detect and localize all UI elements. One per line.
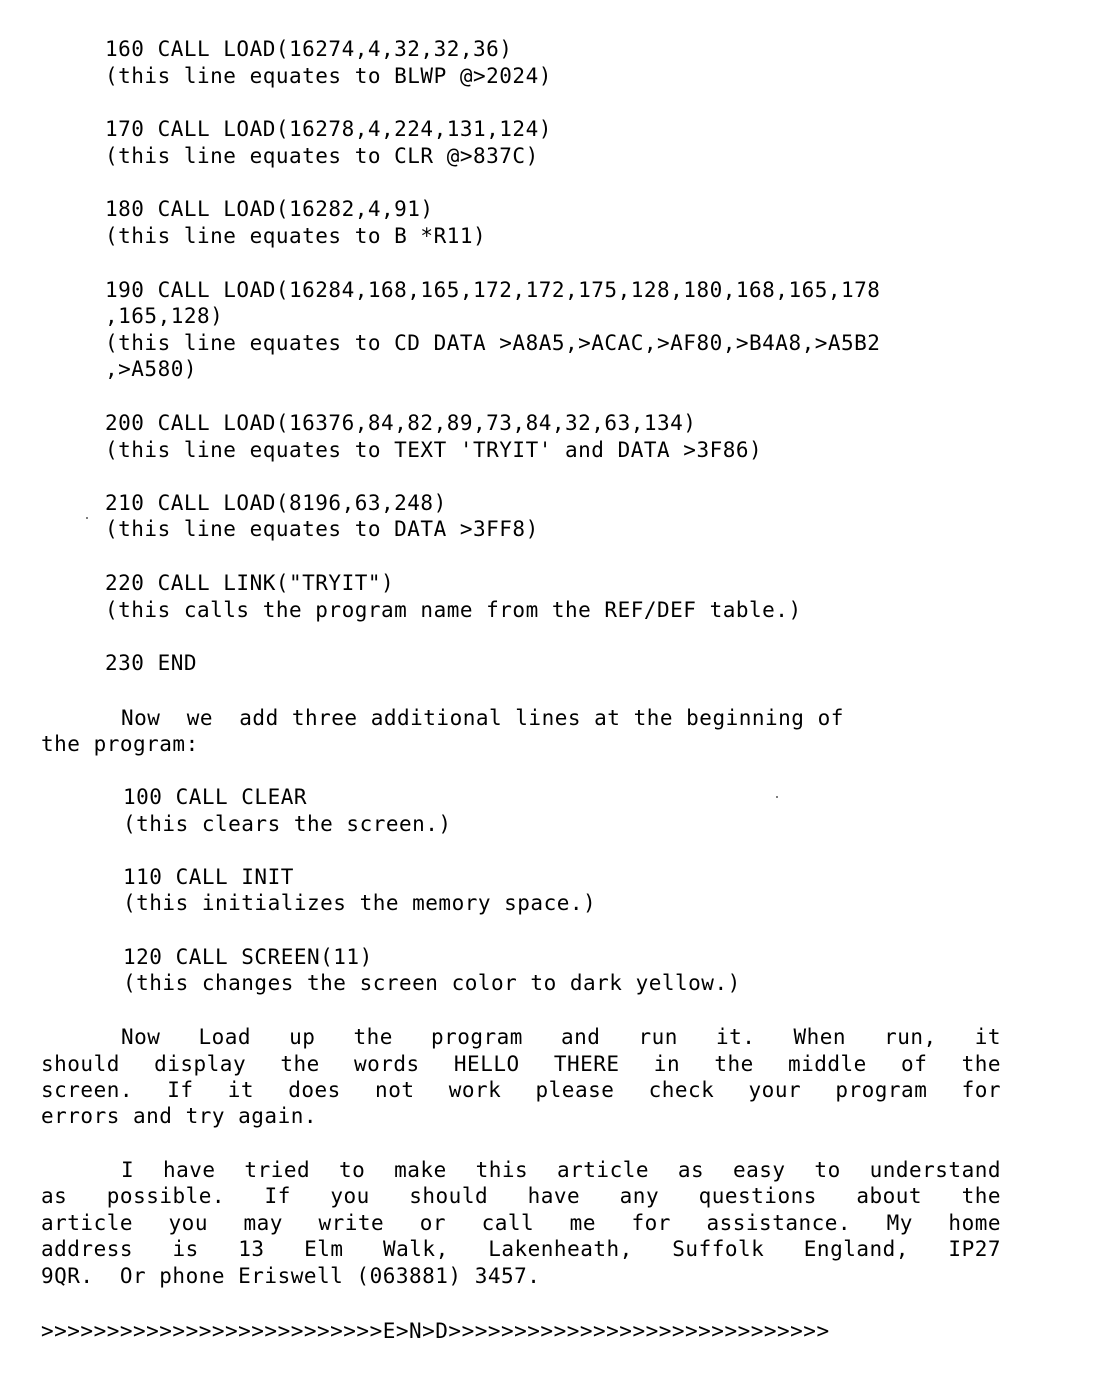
comment-line-190-continued: ,>A580) xyxy=(105,357,198,381)
run-paragraph-line-4: errors and try again. xyxy=(41,1104,318,1128)
code-line-230: 230 END xyxy=(105,651,198,675)
code-line-190-continued: ,165,128) xyxy=(105,304,224,328)
comment-line-220: (this calls the program name from the REF/DEF table.) xyxy=(105,598,802,622)
code-line-100: 100 CALL CLEAR xyxy=(123,785,308,809)
closing-paragraph-line-1: I have tried to make this article as easy to understand xyxy=(121,1158,1001,1182)
run-paragraph-line-2: should display the words HELLO THERE in the middle of the xyxy=(41,1052,1001,1076)
comment-line-190: (this line equates to CD DATA >A8A5,>ACAC,>AF80,>B4A8,>A5B2 xyxy=(105,331,881,355)
code-line-210: 210 CALL LOAD(8196,63,248) xyxy=(105,491,447,515)
comment-line-200: (this line equates to TEXT 'TRYIT' and DATA >3F86) xyxy=(105,438,763,462)
comment-line-160: (this line equates to BLWP @>2024) xyxy=(105,64,552,88)
run-paragraph-line-1: Now Load up the program and run it. When run, it xyxy=(121,1025,1001,1049)
code-line-190: 190 CALL LOAD(16284,168,165,172,172,175,128,180,168,165,178 xyxy=(105,278,881,302)
code-line-220: 220 CALL LINK("TRYIT") xyxy=(105,571,395,595)
intro-paragraph-line-1: Now we add three additional lines at the beginning of xyxy=(121,706,844,730)
closing-paragraph-line-3: article you may write or call me for assistance. My home xyxy=(41,1211,1001,1235)
closing-paragraph-line-4: address is 13 Elm Walk, Lakenheath, Suffolk England, IP27 xyxy=(41,1237,1001,1261)
code-line-160: 160 CALL LOAD(16274,4,32,32,36) xyxy=(105,37,513,61)
code-line-110: 110 CALL INIT xyxy=(123,865,294,889)
code-line-170: 170 CALL LOAD(16278,4,224,131,124) xyxy=(105,117,552,141)
closing-paragraph-line-5: 9QR. Or phone Eriswell (063881) 3457. xyxy=(41,1264,541,1288)
paper-speck xyxy=(86,517,88,519)
comment-line-170: (this line equates to CLR @>837C) xyxy=(105,144,539,168)
comment-line-100: (this clears the screen.) xyxy=(123,812,452,836)
comment-line-120: (this changes the screen color to dark yellow.) xyxy=(123,971,741,995)
intro-paragraph-line-2: the program: xyxy=(41,732,199,756)
comment-line-110: (this initializes the memory space.) xyxy=(123,891,597,915)
comment-line-210: (this line equates to DATA >3FF8) xyxy=(105,517,539,541)
closing-paragraph-line-2: as possible. If you should have any questions about the xyxy=(41,1184,1001,1208)
comment-line-180: (this line equates to B *R11) xyxy=(105,224,487,248)
paper-speck xyxy=(776,796,778,798)
code-line-200: 200 CALL LOAD(16376,84,82,89,73,84,32,63,134) xyxy=(105,411,697,435)
code-line-120: 120 CALL SCREEN(11) xyxy=(123,945,373,969)
code-line-180: 180 CALL LOAD(16282,4,91) xyxy=(105,197,434,221)
run-paragraph-line-3: screen. If it does not work please check your program for xyxy=(41,1078,1001,1102)
end-marker: >>>>>>>>>>>>>>>>>>>>>>>>>>E>N>D>>>>>>>>>>>>>>>>>>>>>>>>>>>>> xyxy=(41,1319,830,1343)
